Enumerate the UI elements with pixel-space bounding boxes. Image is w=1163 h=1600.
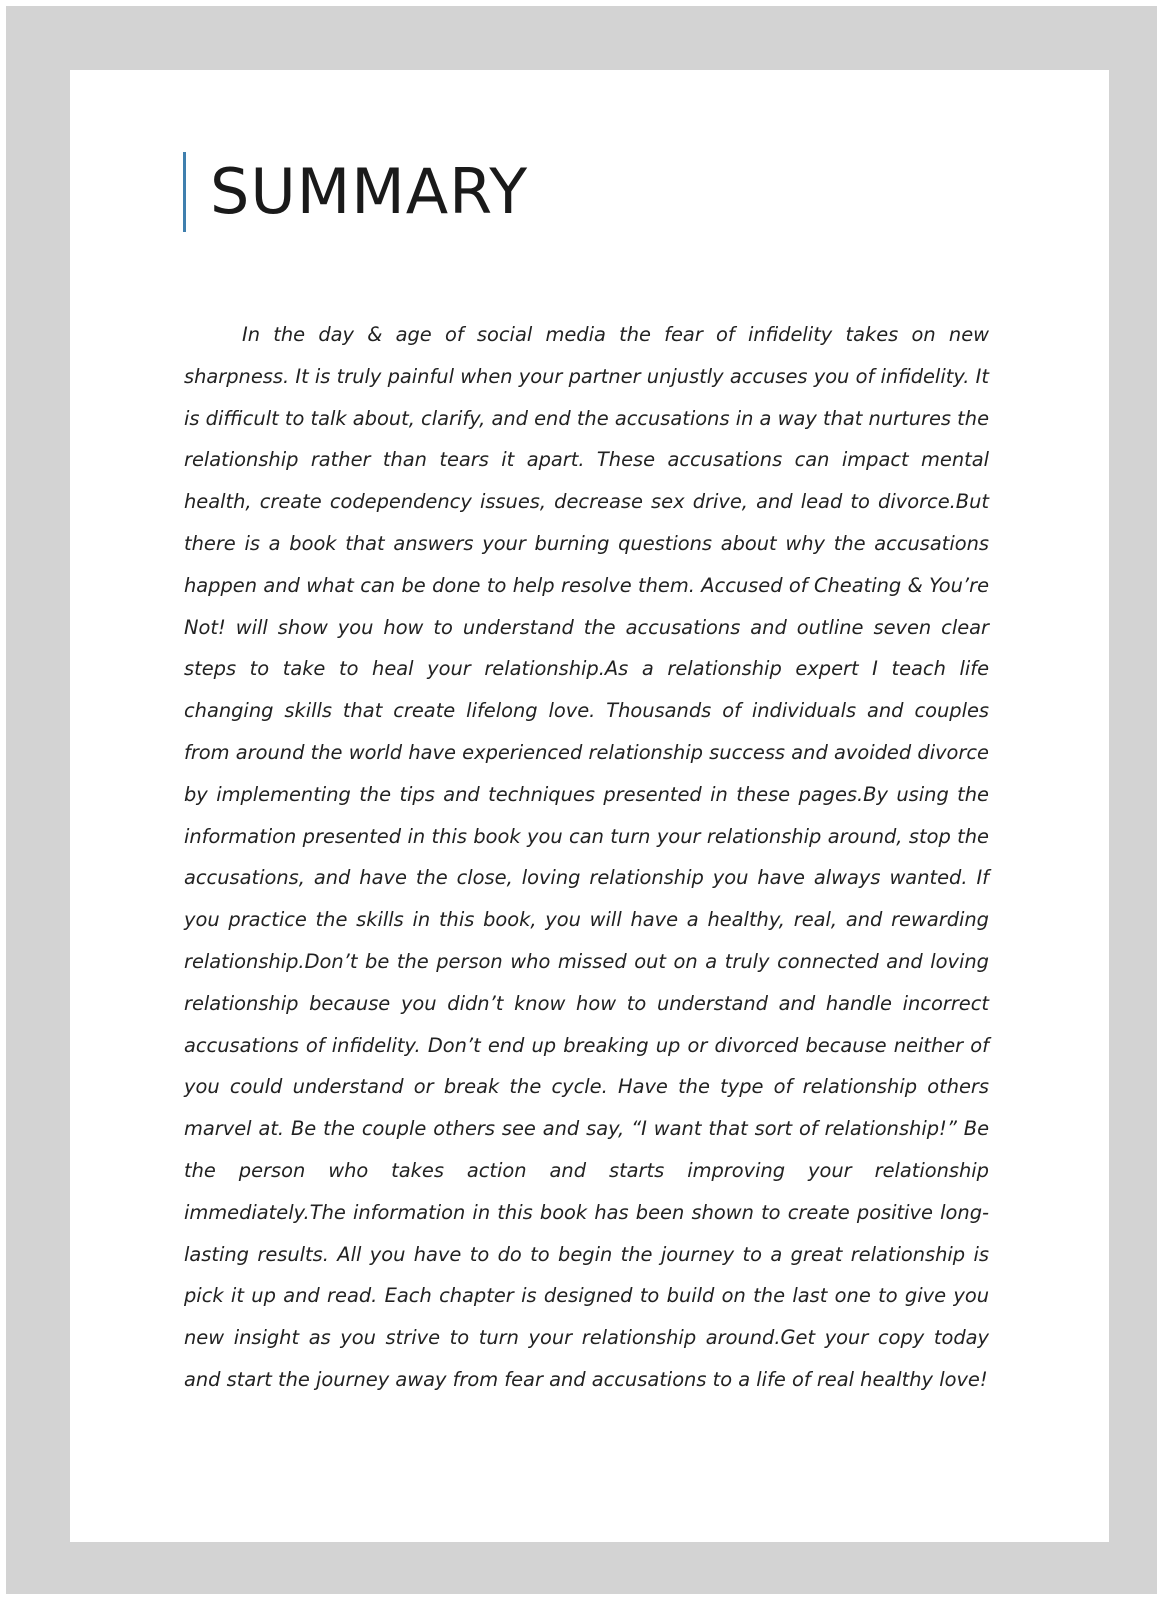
page-title: SUMMARY: [210, 155, 529, 228]
summary-paragraph: In the day & age of social media the fear of infidelity takes on new sharpness. It is truly painful when your partner unjustly accuses you of infidelity. It is difficult to talk about, clarify, and end the accusations in a way that nurtures the relationship rather than tears it apart. These accusations can impact mental health, create codependency issues, decrease sex drive, and lead to divorce.But there is a book that answers your burning questions about why the accusations happen and what can be done to help resolve them. Accused of Cheating & You’re Not! will show you how to understand the accusations and outline seven clear steps to take to heal your relationship.As a relationship expert I teach life changing skills that create lifelong love. Thousands of individuals and couples from around the world have experienced relationship success and avoided divorce by implementing the tips and techniques presented in these pages.By using the information presented in this book you can turn your relationship around, stop the accusations, and have the close, loving relationship you have always wanted. If you practice the skills in this book, you will have a healthy, real, and rewarding relationship.Don’t be the person who missed out on a truly connected and loving relationship because you didn’t know how to understand and handle incorrect accusations of infidelity. Don’t end up breaking up or divorced because neither of you could understand or break the cycle. Have the type of relationship others marvel at. Be the couple others see and say, “I want that sort of relationship!” Be the person who takes action and starts improving your relationship immediately.The information in this book has been shown to create positive long-lasting results. All you have to do to begin the journey to a great relationship is pick it up and read. Each chapter is designed to build on the last one to give you new insight as you strive to turn your relationship around.Get your copy today and start the journey away from fear and accusations to a life of real healthy love!: [184, 323, 989, 1391]
document-page: [70, 70, 1109, 1542]
title-accent-bar: [183, 152, 186, 232]
page-frame: [6, 6, 1157, 1594]
